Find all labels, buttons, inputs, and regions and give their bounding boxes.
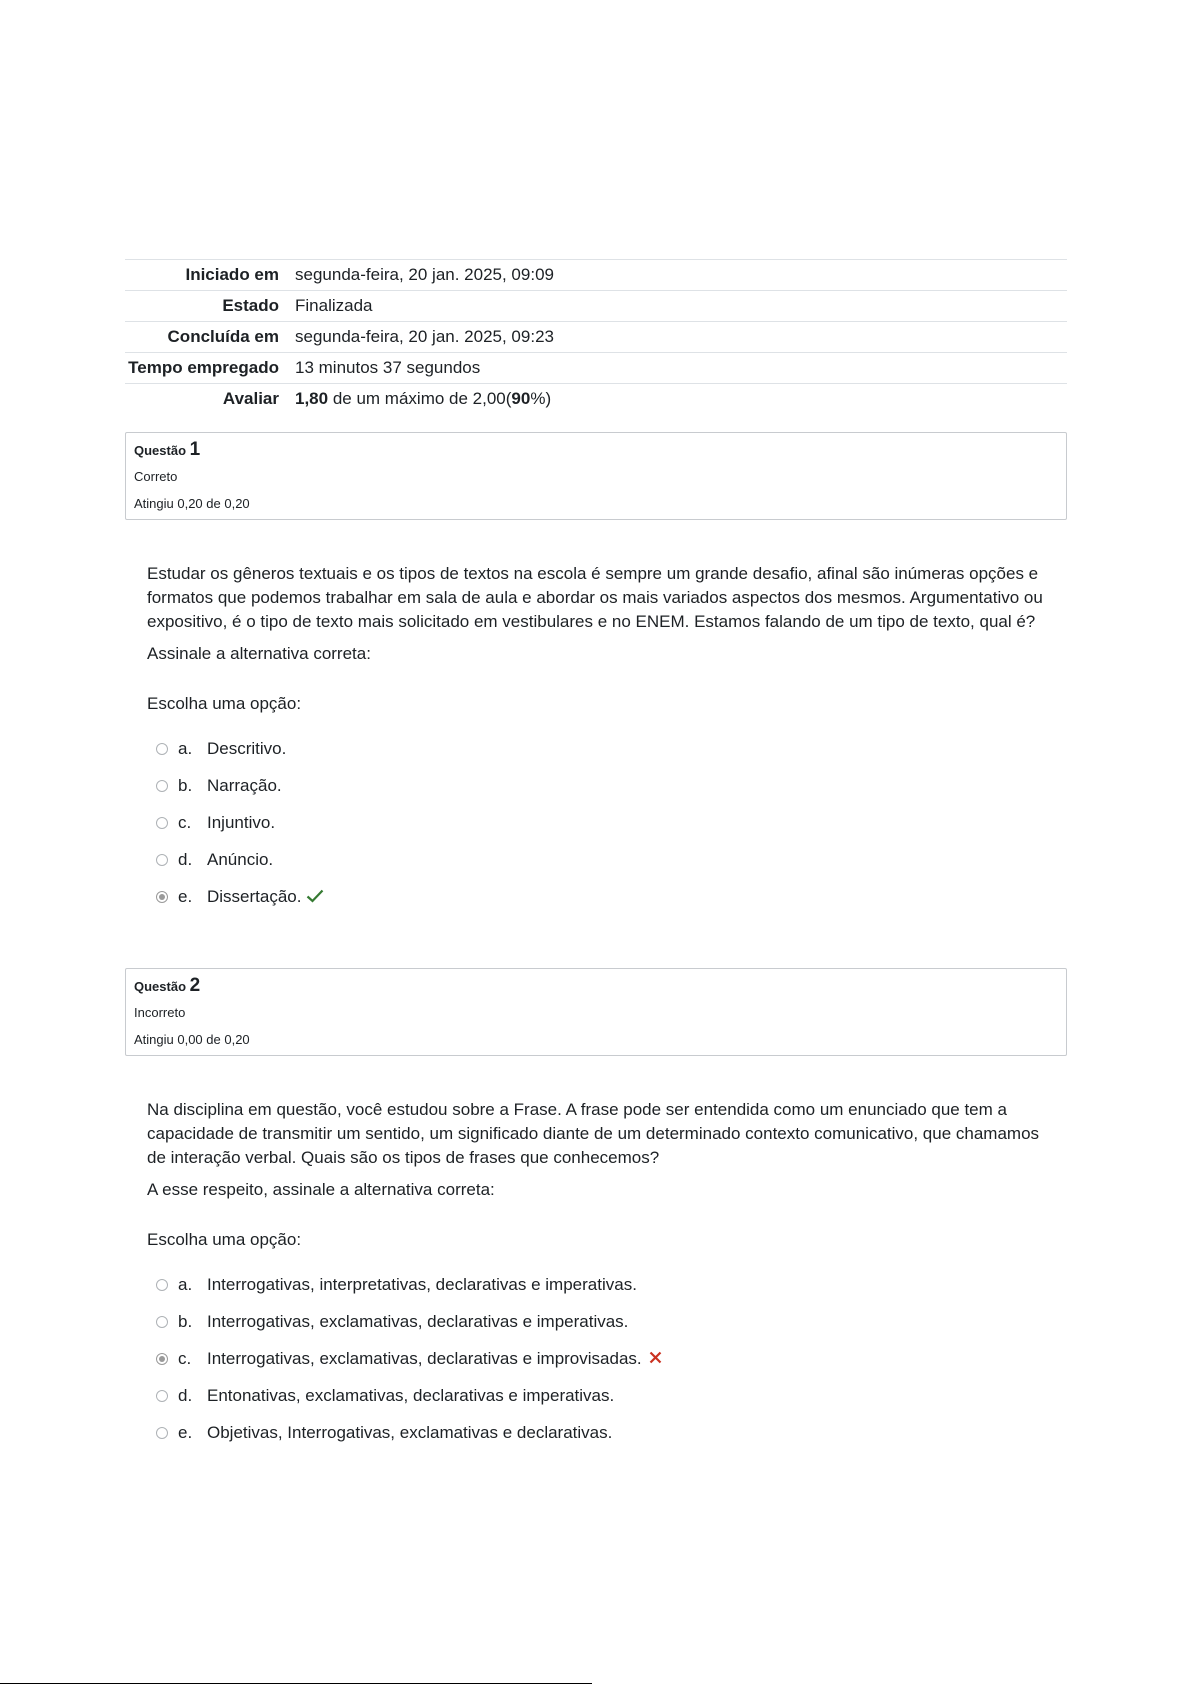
radio-button[interactable] bbox=[156, 1390, 168, 1402]
grade-score: 1,80 bbox=[295, 389, 329, 408]
option-letter: a. bbox=[178, 1274, 193, 1294]
summary-label: Estado bbox=[222, 296, 279, 315]
radio-button[interactable] bbox=[156, 780, 168, 792]
question-mark: Atingiu 0,20 de 0,20 bbox=[134, 496, 250, 511]
question-info-box bbox=[125, 968, 1067, 1056]
answer-prompt: Escolha uma opção: bbox=[147, 1230, 302, 1249]
radio-button-checked[interactable] bbox=[156, 1353, 168, 1365]
option-text: Narração. bbox=[207, 775, 282, 795]
summary-value: segunda-feira, 20 jan. 2025, 09:09 bbox=[295, 265, 554, 284]
answer-options bbox=[147, 730, 1057, 915]
summary-label: Iniciado em bbox=[185, 265, 279, 284]
question-number-value: 2 bbox=[189, 975, 201, 996]
question-label: Questão bbox=[134, 443, 187, 458]
radio-button-checked[interactable] bbox=[156, 891, 168, 903]
answer-options bbox=[147, 1266, 1057, 1451]
answer-option-selected[interactable] bbox=[147, 878, 1057, 915]
answer-option[interactable] bbox=[147, 1414, 1057, 1451]
answer-option[interactable] bbox=[147, 730, 1057, 767]
grade-percent: 90 bbox=[511, 389, 531, 408]
answer-option[interactable] bbox=[147, 767, 1057, 804]
option-letter: b. bbox=[178, 1311, 193, 1331]
option-text: Interrogativas, interpretativas, declarativas e imperativas. bbox=[207, 1274, 637, 1294]
option-text: Dissertação. bbox=[207, 886, 302, 906]
summary-row-grade bbox=[125, 384, 1067, 415]
radio-button[interactable] bbox=[156, 1279, 168, 1291]
grade-end: %) bbox=[530, 389, 552, 408]
grade-middle: de um máximo de 2,00( bbox=[332, 389, 512, 408]
cross-icon bbox=[649, 1347, 662, 1371]
summary-value: segunda-feira, 20 jan. 2025, 09:23 bbox=[295, 327, 554, 346]
question-number-value: 1 bbox=[189, 439, 201, 460]
option-letter: e. bbox=[178, 886, 193, 906]
option-letter: e. bbox=[178, 1422, 193, 1442]
answer-option-selected[interactable] bbox=[147, 1340, 1057, 1377]
page-footer-divider bbox=[0, 1683, 592, 1684]
attempt-summary-table bbox=[125, 259, 1067, 414]
option-text: Injuntivo. bbox=[207, 812, 276, 832]
option-letter: d. bbox=[178, 849, 193, 869]
summary-row-state bbox=[125, 291, 1067, 322]
option-letter: c. bbox=[178, 1348, 192, 1368]
radio-button[interactable] bbox=[156, 1427, 168, 1439]
radio-button[interactable] bbox=[156, 743, 168, 755]
option-letter: d. bbox=[178, 1385, 193, 1405]
question-content bbox=[147, 562, 1057, 915]
option-letter: b. bbox=[178, 775, 193, 795]
summary-value: 13 minutos 37 segundos bbox=[295, 358, 481, 377]
question-instruction: Assinale a alternativa correta: bbox=[147, 644, 371, 663]
summary-label: Concluída em bbox=[167, 327, 279, 346]
radio-button[interactable] bbox=[156, 817, 168, 829]
summary-row-started bbox=[125, 260, 1067, 291]
option-text: Interrogativas, exclamativas, declarativas e improvisadas. bbox=[207, 1348, 642, 1368]
question-1 bbox=[125, 432, 1067, 915]
option-text: Entonativas, exclamativas, declarativas e imperativas. bbox=[207, 1385, 615, 1405]
question-number bbox=[134, 975, 1058, 997]
option-text: Objetivas, Interrogativas, exclamativas e declarativas. bbox=[207, 1422, 613, 1442]
question-2 bbox=[125, 968, 1067, 1451]
radio-button[interactable] bbox=[156, 1316, 168, 1328]
summary-row-time-taken bbox=[125, 353, 1067, 384]
check-icon bbox=[306, 885, 324, 909]
summary-label: Tempo empregado bbox=[128, 358, 279, 377]
summary-label: Avaliar bbox=[222, 389, 279, 408]
answer-option[interactable] bbox=[147, 1303, 1057, 1340]
answer-prompt: Escolha uma opção: bbox=[147, 694, 302, 713]
question-text: Estudar os gêneros textuais e os tipos de textos na escola é sempre um grande desafio, afinal são inúmeras opções e formatos que podemos trabalhar em sala de aula e abordar os mais variados aspectos dos mesmos. Argumentativo ou expositivo, é o tipo de texto mais solicitado em vestibulares e no ENEM. Estamos falando de um tipo de texto, qual é? bbox=[147, 564, 1043, 631]
question-number bbox=[134, 439, 1058, 461]
option-text: Anúncio. bbox=[207, 849, 274, 869]
question-state: Incorreto bbox=[134, 1005, 186, 1020]
answer-option[interactable] bbox=[147, 841, 1057, 878]
option-text: Interrogativas, exclamativas, declarativas e imperativas. bbox=[207, 1311, 629, 1331]
quiz-review-page bbox=[125, 259, 1067, 1451]
answer-option[interactable] bbox=[147, 1377, 1057, 1414]
answer-option[interactable] bbox=[147, 1266, 1057, 1303]
option-letter: a. bbox=[178, 738, 193, 758]
question-instruction: A esse respeito, assinale a alternativa correta: bbox=[147, 1180, 495, 1199]
option-letter: c. bbox=[178, 812, 192, 832]
summary-row-completed bbox=[125, 322, 1067, 353]
question-label: Questão bbox=[134, 979, 187, 994]
answer-option[interactable] bbox=[147, 804, 1057, 841]
question-state: Correto bbox=[134, 469, 178, 484]
question-info-box bbox=[125, 432, 1067, 520]
summary-value bbox=[295, 384, 1067, 415]
radio-button[interactable] bbox=[156, 854, 168, 866]
summary-value: Finalizada bbox=[295, 296, 373, 315]
option-text: Descritivo. bbox=[207, 738, 287, 758]
question-text: Na disciplina em questão, você estudou sobre a Frase. A frase pode ser entendida como um enunciado que tem a capacidade de transmitir um sentido, um significado diante de um determinado contexto comunicativo, que chamamos de interação verbal. Quais são os tipos de frases que conhecemos? bbox=[147, 1100, 1040, 1167]
question-content bbox=[147, 1098, 1057, 1451]
question-mark: Atingiu 0,00 de 0,20 bbox=[134, 1032, 250, 1047]
